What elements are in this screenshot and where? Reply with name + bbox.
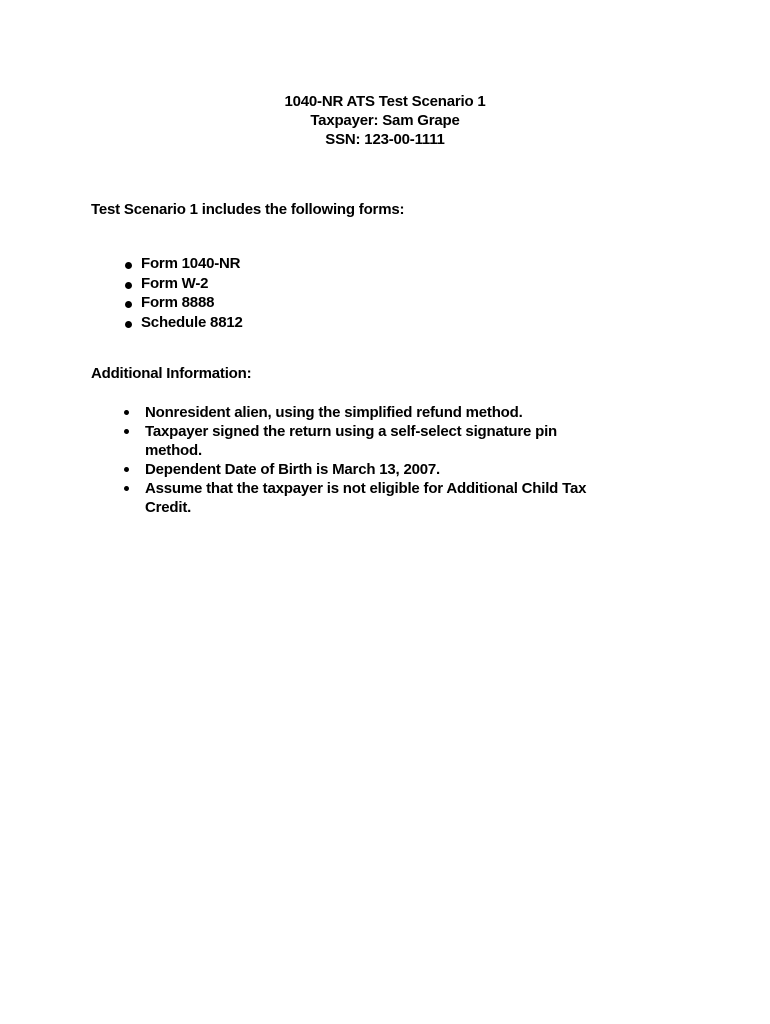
bullet-icon <box>125 282 132 289</box>
list-item <box>120 422 620 460</box>
forms-list <box>124 254 243 332</box>
bullet-icon <box>124 486 129 491</box>
list-item <box>124 293 243 313</box>
taxpayer-ssn: SSN: 123-00-1111 <box>325 131 445 148</box>
bullet-icon <box>125 262 132 269</box>
document-header <box>0 92 770 149</box>
list-item <box>120 403 620 422</box>
list-item <box>120 479 620 517</box>
bullet-icon <box>124 410 129 415</box>
list-item <box>120 460 620 479</box>
forms-intro: Test Scenario 1 includes the following forms: <box>91 201 405 218</box>
form-name: Schedule 8812 <box>141 313 243 331</box>
taxpayer-name: Taxpayer: Sam Grape <box>310 112 460 129</box>
document-title: 1040-NR ATS Test Scenario 1 <box>284 93 486 110</box>
bullet-icon <box>125 301 132 308</box>
list-item <box>124 254 243 274</box>
bullet-icon <box>124 467 129 472</box>
info-text: Nonresident alien, using the simplified refund method. <box>145 404 523 421</box>
info-text: Assume that the taxpayer is not eligible for Additional Child Tax Credit. <box>145 480 587 516</box>
form-name: Form 1040-NR <box>141 255 241 272</box>
form-name: Form W-2 <box>141 274 209 292</box>
info-text: Taxpayer signed the return using a self-select signature pin method. <box>145 423 557 459</box>
bullet-icon <box>124 429 129 434</box>
list-item <box>124 313 243 333</box>
list-item <box>124 274 243 294</box>
additional-info-list <box>120 403 620 517</box>
additional-info-heading: Additional Information: <box>91 365 252 382</box>
bullet-icon <box>125 321 132 328</box>
info-text: Dependent Date of Birth is March 13, 2007. <box>145 461 441 478</box>
form-name: Form 8888 <box>141 294 215 311</box>
